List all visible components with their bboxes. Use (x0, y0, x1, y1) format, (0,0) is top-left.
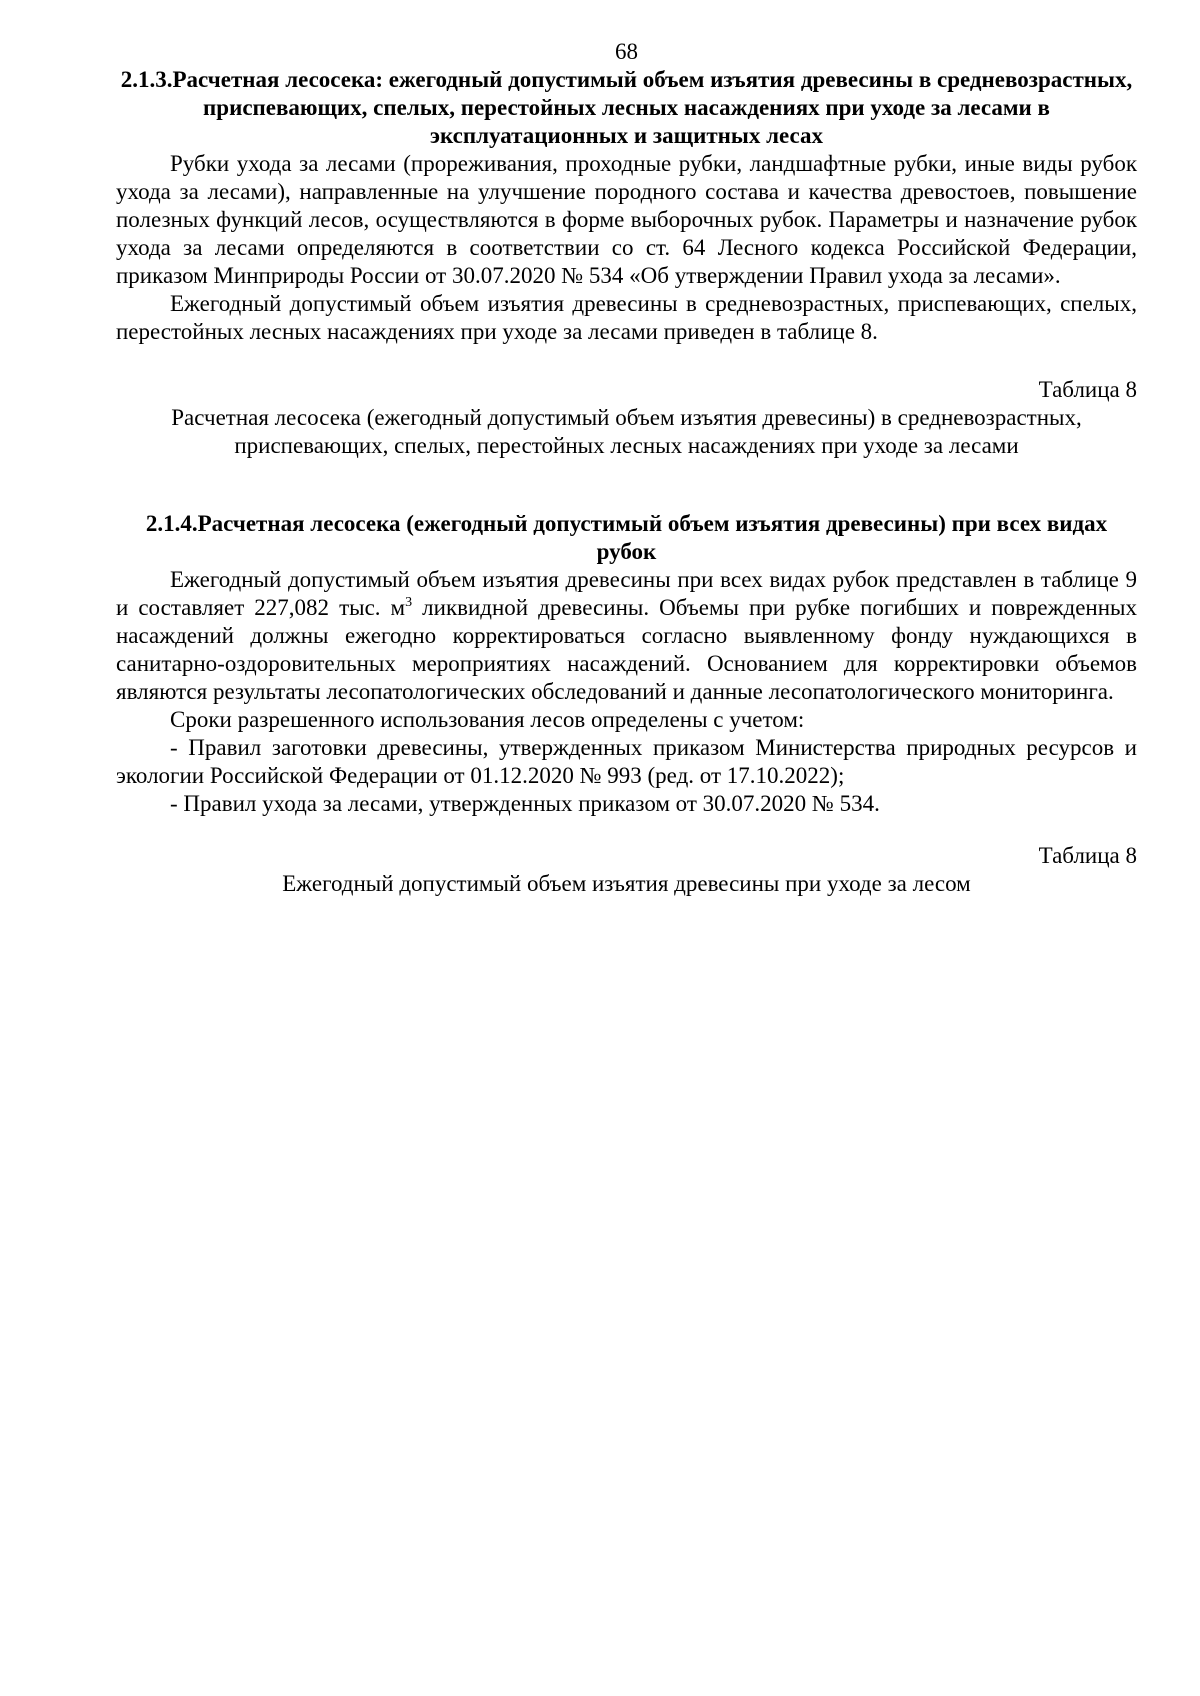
paragraph-care-felling: Рубки ухода за лесами (прореживания, проходные рубки, ландшафтные рубки, иные виды рубок ухода за лесами), направленные на улучшение породного состава и качества древостоев, повышение полезных функций лесов, осуществляются в форме выборочных рубок. Параметры и назначение рубок ухода за лесами определяются в соответствии со ст. 64 Лесного кодекса Российской Федерации, приказом Минприроды России от 30.07.2020 № 534 «Об утверждении Правил ухода за лесами». (116, 151, 1137, 288)
bullet-forest-care-rules: - Правил ухода за лесами, утвержденных приказом от 30.07.2020 № 534. (170, 791, 880, 816)
section-heading-2-1-3: 2.1.3.Расчетная лесосека: ежегодный допустимый объем изъятия древесины в средневозрастных, приспевающих, спелых, перестойных лесных насаждениях при уходе за лесами в эксплуатационных и защитных лесах (120, 67, 1133, 148)
unit-superscript: 3 (405, 595, 413, 610)
paragraph-usage-terms: Сроки разрешенного использования лесов определены с учетом: (170, 707, 805, 732)
table-caption-8-second: Ежегодный допустимый объем изъятия древесины при уходе за лесом (282, 871, 971, 896)
table-caption-8-line-1: Расчетная лесосека (ежегодный допустимый объем изъятия древесины) в средневозрастных, (171, 405, 1082, 430)
section-heading-2-1-4: 2.1.4.Расчетная лесосека (ежегодный допустимый объем изъятия древесины) при всех видах рубок (145, 511, 1108, 564)
table-caption-8-line-2: приспевающих, спелых, перестойных лесных насаждениях при уходе за лесами (234, 433, 1019, 458)
paragraph-text-before-unit: Ежегодный допустимый объем изъятия древесины при всех видах рубок представлен в таблице 9 и составляет 227,082 тыс. м (116, 567, 1137, 620)
bullet-harvesting-rules: - Правил заготовки древесины, утвержденных приказом Министерства природных ресурсов и экологии Российской Федерации от 01.12.2020 № 993 (ред. от 17.10.2022); (116, 735, 1137, 788)
paragraph-annual-volume-care: Ежегодный допустимый объем изъятия древесины в средневозрастных, приспевающих, спелых, перестойных лесных насаждениях при уходе за лесами приведен в таблице 8. (116, 291, 1137, 344)
paragraph-annual-volume-all-fellings (116, 566, 1137, 706)
paragraph-text-after-unit: ликвидной древесины. Объемы при рубке погибших и поврежденных насаждений должны ежегодно корректироваться согласно выявленному фонду нуждающихся в санитарно-оздоровительных мероприятиях насаждений. Основанием для корректировки объемов являются результаты лесопатологических обследований и данные лесопатологического мониторинга. (116, 595, 1137, 704)
table-label-8-second: Таблица 8 (1038, 843, 1137, 868)
table-label-8: Таблица 8 (1038, 377, 1137, 402)
page-number: 68 (615, 39, 638, 64)
